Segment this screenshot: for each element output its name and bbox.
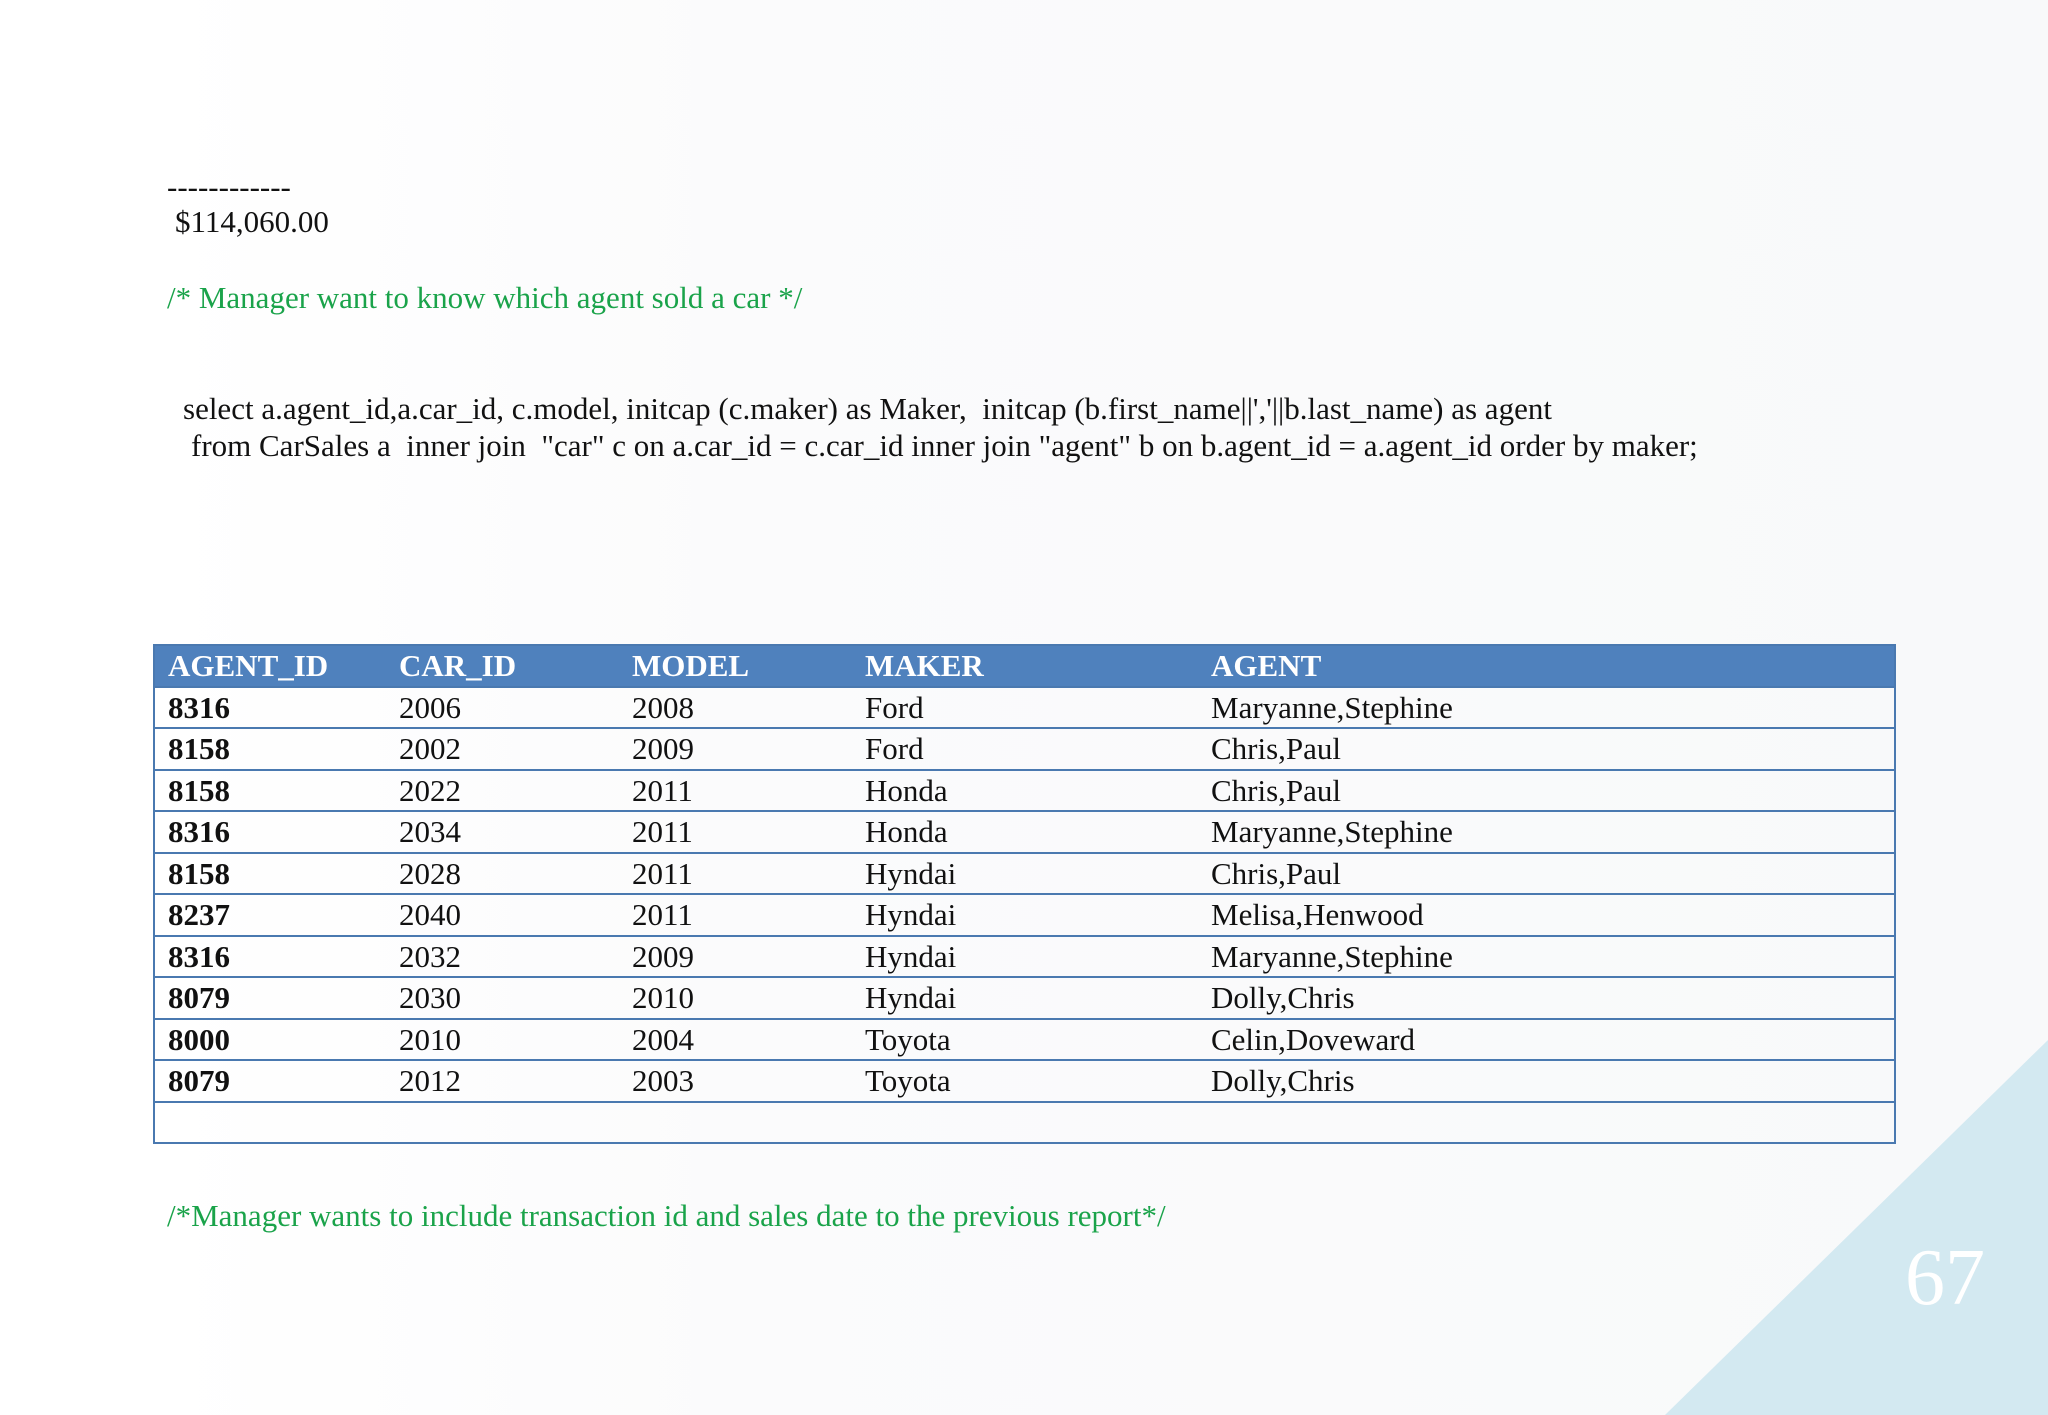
cell-agent-id: 8316 <box>154 687 386 729</box>
cell-maker <box>852 1102 1198 1144</box>
cell-model: 2008 <box>619 687 852 729</box>
table-row <box>154 770 1895 812</box>
table-row <box>154 728 1895 770</box>
cell-model: 2010 <box>619 977 852 1019</box>
table-row <box>154 853 1895 895</box>
cell-agent: Dolly,Chris <box>1198 1060 1895 1102</box>
table-body <box>154 687 1895 1144</box>
cell-car-id <box>386 1102 619 1144</box>
cell-maker: Honda <box>852 770 1198 812</box>
cell-model <box>619 1102 852 1144</box>
cell-agent: Maryanne,Stephine <box>1198 687 1895 729</box>
table-row <box>154 894 1895 936</box>
query-results-table <box>153 644 1896 1144</box>
cell-maker: Toyota <box>852 1060 1198 1102</box>
cell-car-id: 2034 <box>386 811 619 853</box>
cell-agent-id: 8079 <box>154 1060 386 1102</box>
cell-agent: Celin,Doveward <box>1198 1019 1895 1061</box>
cell-agent: Maryanne,Stephine <box>1198 811 1895 853</box>
table-row <box>154 687 1895 729</box>
table-header-row <box>154 645 1895 687</box>
cell-maker: Hyndai <box>852 853 1198 895</box>
header-agent-id: AGENT_ID <box>154 645 386 687</box>
cell-model: 2011 <box>619 811 852 853</box>
cell-maker: Hyndai <box>852 977 1198 1019</box>
cell-agent: Dolly,Chris <box>1198 977 1895 1019</box>
cell-car-id: 2006 <box>386 687 619 729</box>
cell-maker: Ford <box>852 728 1198 770</box>
cell-car-id: 2040 <box>386 894 619 936</box>
cell-agent: Chris,Paul <box>1198 770 1895 812</box>
cell-agent: Chris,Paul <box>1198 853 1895 895</box>
output-separator: ------------ <box>167 169 291 204</box>
header-maker: MAKER <box>852 645 1198 687</box>
cell-agent <box>1198 1102 1895 1144</box>
table-row <box>154 1060 1895 1102</box>
page-number: 67 <box>1905 1234 1985 1322</box>
cell-model: 2011 <box>619 770 852 812</box>
cell-agent: Melisa,Henwood <box>1198 894 1895 936</box>
cell-model: 2009 <box>619 936 852 978</box>
table-row <box>154 1102 1895 1144</box>
cell-agent: Chris,Paul <box>1198 728 1895 770</box>
cell-maker: Hyndai <box>852 936 1198 978</box>
cell-model: 2011 <box>619 894 852 936</box>
cell-model: 2003 <box>619 1060 852 1102</box>
table-row <box>154 811 1895 853</box>
cell-car-id: 2012 <box>386 1060 619 1102</box>
sql-query-line-1: select a.agent_id,a.car_id, c.model, initcap (c.maker) as Maker, initcap (b.first_name||','||b.last_name) as agent <box>183 391 1552 426</box>
cell-model: 2011 <box>619 853 852 895</box>
cell-car-id: 2032 <box>386 936 619 978</box>
cell-agent-id: 8316 <box>154 936 386 978</box>
cell-maker: Ford <box>852 687 1198 729</box>
cell-car-id: 2022 <box>386 770 619 812</box>
cell-maker: Hyndai <box>852 894 1198 936</box>
sql-comment-include-transaction: /*Manager wants to include transaction id and sales date to the previous report*/ <box>167 1198 1166 1233</box>
cell-agent-id: 8000 <box>154 1019 386 1061</box>
sql-comment-agent-sold: /* Manager want to know which agent sold a car */ <box>167 280 803 315</box>
cell-agent-id: 8237 <box>154 894 386 936</box>
table-row <box>154 1019 1895 1061</box>
table-row <box>154 977 1895 1019</box>
cell-maker: Toyota <box>852 1019 1198 1061</box>
cell-maker: Honda <box>852 811 1198 853</box>
output-total: $114,060.00 <box>175 204 329 239</box>
cell-model: 2004 <box>619 1019 852 1061</box>
cell-agent-id <box>154 1102 386 1144</box>
cell-agent-id: 8158 <box>154 770 386 812</box>
cell-car-id: 2010 <box>386 1019 619 1061</box>
sql-query-line-2: from CarSales a inner join "car" c on a.car_id = c.car_id inner join "agent" b on b.agent_id = a.agent_id order by maker; <box>191 428 1698 463</box>
cell-car-id: 2002 <box>386 728 619 770</box>
cell-agent-id: 8079 <box>154 977 386 1019</box>
cell-agent-id: 8158 <box>154 728 386 770</box>
header-car-id: CAR_ID <box>386 645 619 687</box>
header-agent: AGENT <box>1198 645 1895 687</box>
cell-agent-id: 8158 <box>154 853 386 895</box>
header-model: MODEL <box>619 645 852 687</box>
cell-car-id: 2028 <box>386 853 619 895</box>
cell-agent: Maryanne,Stephine <box>1198 936 1895 978</box>
cell-agent-id: 8316 <box>154 811 386 853</box>
cell-car-id: 2030 <box>386 977 619 1019</box>
cell-model: 2009 <box>619 728 852 770</box>
table-row <box>154 936 1895 978</box>
